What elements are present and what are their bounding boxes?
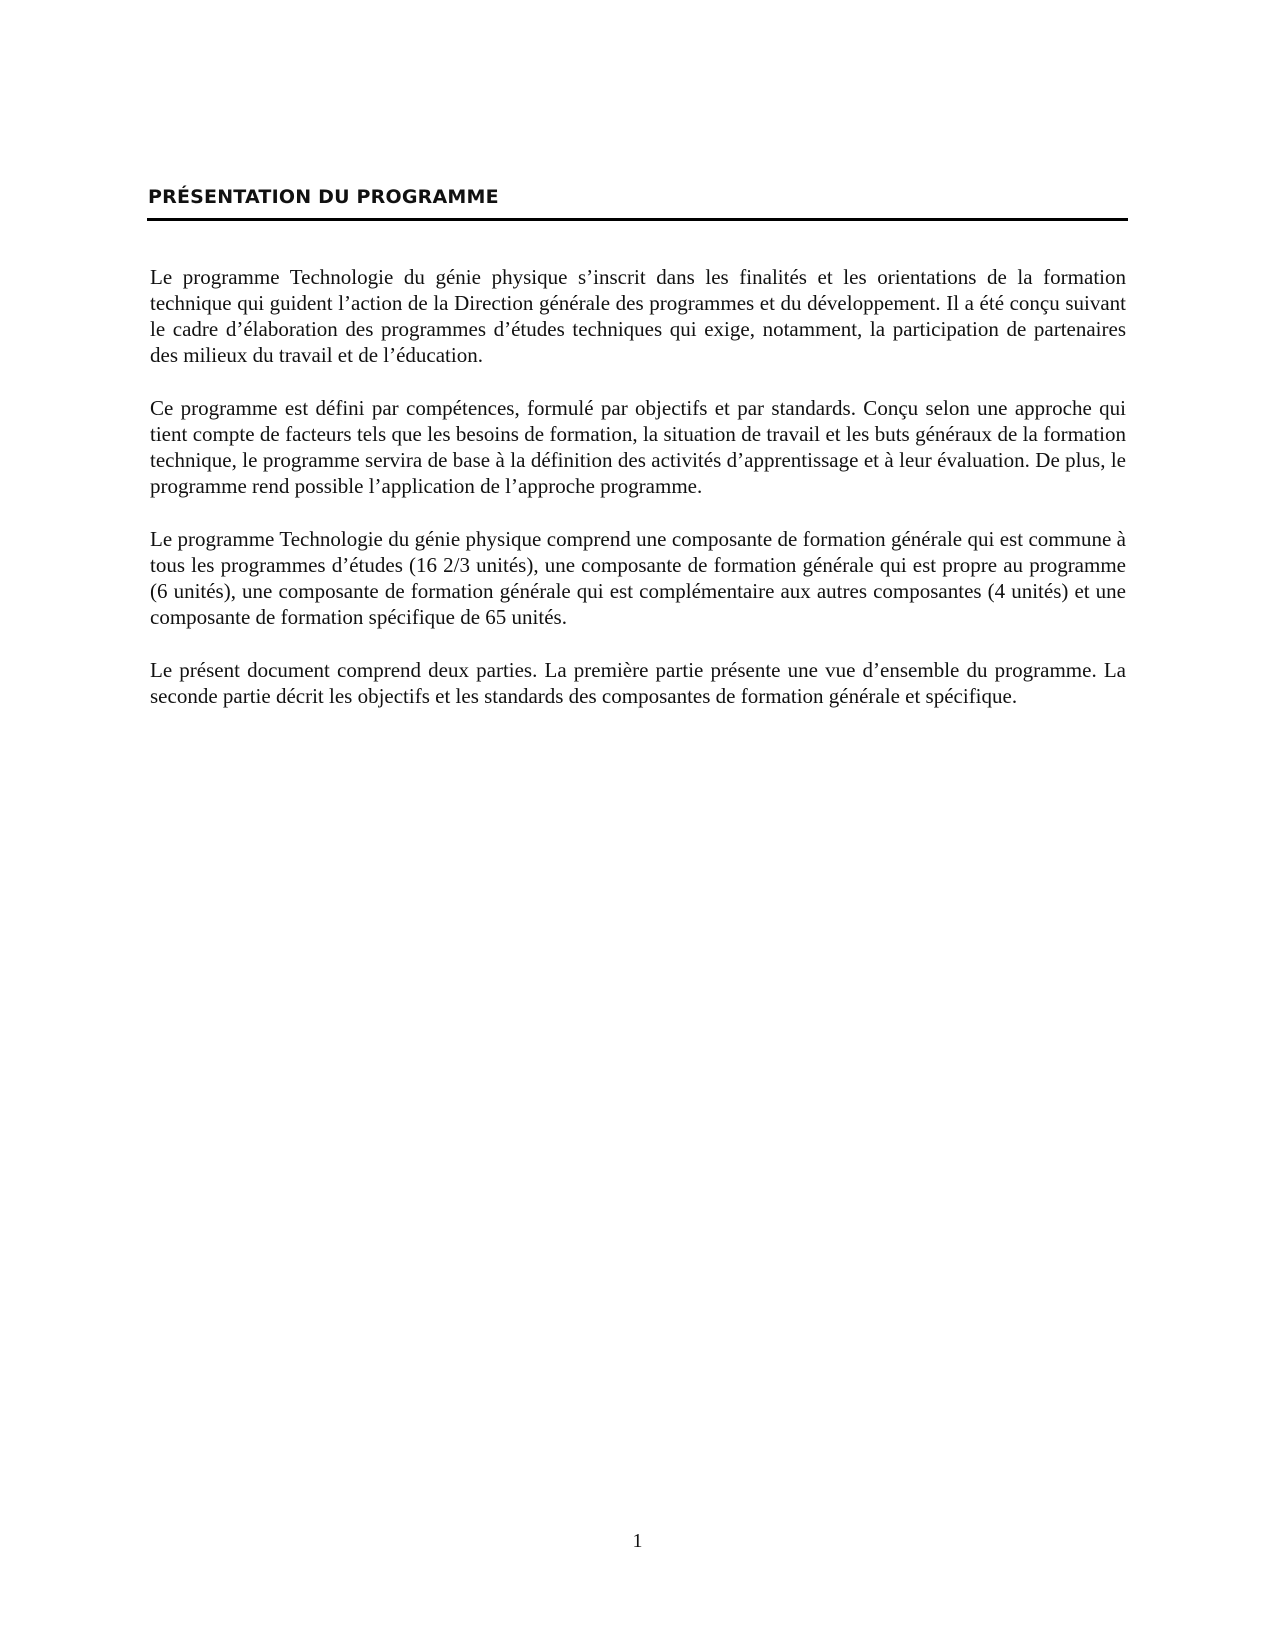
section-heading: PRÉSENTATION DU PROGRAMME: [148, 186, 499, 208]
page-number: 1: [632, 1530, 643, 1552]
document-body: [150, 264, 1126, 736]
heading-underline: [147, 218, 1128, 221]
paragraph-competencies: Ce programme est défini par compétences, formulé par objectifs et par standards. Conçu selon une approche qui tient compte de facteurs tels que les besoins de formation, la situation de travail et les buts généraux de la formation technique, le programme servira de base à la définition des activités d’apprentissage et à leur évaluation. De plus, le programme rend possible l’application de l’approche programme.: [150, 396, 1126, 498]
paragraph-document-parts: Le présent document comprend deux parties. La première partie présente une vue d’ensemble du programme. La seconde partie décrit les objectifs et les standards des composantes de formation générale et spécifique.: [150, 658, 1126, 708]
paragraph-intro: Le programme Technologie du génie physique s’inscrit dans les finalités et les orientations de la formation technique qui guident l’action de la Direction générale des programmes et du développement. Il a été conçu suivant le cadre d’élaboration des programmes d’études techniques qui exige, notamment, la participation de partenaires des milieux du travail et de l’éducation.: [150, 265, 1126, 367]
paragraph-components: Le programme Technologie du génie physique comprend une composante de formation générale qui est commune à tous les programmes d’études (16 2/3 unités), une composante de formation générale qui est propre au programme (6 unités), une composante de formation générale qui est complémentaire aux autres composantes (4 unités) et une composante de formation spécifique de 65 unités.: [150, 527, 1126, 629]
